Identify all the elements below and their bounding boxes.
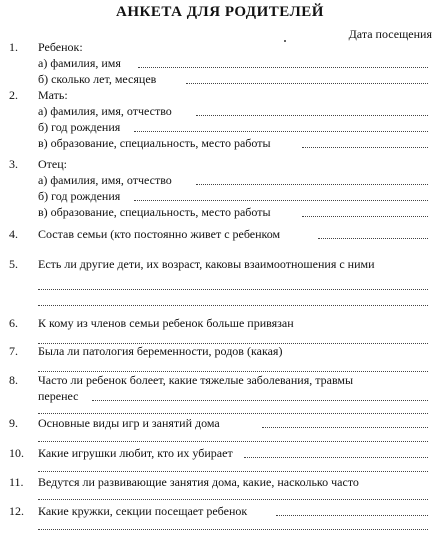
question-number: 8. (9, 373, 18, 387)
answer-dots (244, 457, 428, 458)
question-text: Часто ли ребенок болеет, какие тяжелые заболевания, травмы (38, 373, 354, 387)
question-text: Состав семьи (кто постоянно живет с ребенком (38, 227, 281, 241)
question-number: 9. (9, 416, 18, 430)
question-text: Какие игрушки любит, кто их убирает (38, 446, 233, 460)
sub-question: а) фамилия, имя, отчество (38, 104, 172, 118)
answer-dots (276, 515, 428, 516)
print-speck (284, 40, 286, 42)
question-number: 12. (9, 504, 24, 518)
question-text: Основные виды игр и занятий дома (38, 416, 220, 430)
question-number: 1. (9, 40, 18, 54)
question-text: Какие кружки, секции посещает ребенок (38, 504, 248, 518)
sub-question: б) год рождения (38, 120, 121, 134)
question-number: 2. (9, 88, 18, 102)
answer-dots (38, 499, 428, 500)
sub-question: а) фамилия, имя (38, 56, 121, 70)
question-number: 3. (9, 157, 18, 171)
question-text: Ребенок: (38, 40, 83, 54)
question-text: Была ли патология беременности, родов (какая) (38, 344, 283, 358)
visit-date-label: Дата посещения (348, 27, 432, 41)
question-text: Мать: (38, 88, 68, 102)
answer-dots (38, 413, 428, 414)
question-number: 4. (9, 227, 18, 241)
question-number: 5. (9, 257, 18, 271)
question-number: 10. (9, 446, 24, 460)
answer-dots (138, 67, 428, 68)
answer-dots (196, 115, 428, 116)
question-number: 7. (9, 344, 18, 358)
question-number: 11. (9, 475, 24, 489)
answer-dots (38, 371, 428, 372)
sub-question: в) образование, специальность, место работы (38, 136, 271, 150)
answer-dots (302, 216, 428, 217)
answer-dots (186, 83, 428, 84)
answer-dots (38, 441, 428, 442)
question-continuation: перенес (38, 389, 79, 403)
question-text: Отец: (38, 157, 67, 171)
answer-dots (134, 131, 428, 132)
answer-dots (38, 289, 428, 290)
page-title: АНКЕТА ДЛЯ РОДИТЕЛЕЙ (116, 4, 324, 20)
answer-dots (38, 529, 428, 530)
sub-question: а) фамилия, имя, отчество (38, 173, 172, 187)
question-number: 6. (9, 316, 18, 330)
answer-dots (318, 238, 428, 239)
answer-dots (134, 200, 428, 201)
question-text: Ведутся ли развивающие занятия дома, какие, насколько часто (38, 475, 359, 489)
sub-question: б) год рождения (38, 189, 121, 203)
answer-dots (302, 147, 428, 148)
question-text: К кому из членов семьи ребенок больше привязан (38, 316, 294, 330)
answer-dots (38, 305, 428, 306)
sub-question: в) образование, специальность, место работы (38, 205, 271, 219)
sub-question: б) сколько лет, месяцев (38, 72, 157, 86)
answer-dots (196, 184, 428, 185)
question-text: Есть ли другие дети, их возраст, каковы взаимоотношения с ними (38, 257, 375, 271)
answer-dots (92, 400, 428, 401)
answer-dots (262, 427, 428, 428)
answer-dots (38, 471, 428, 472)
